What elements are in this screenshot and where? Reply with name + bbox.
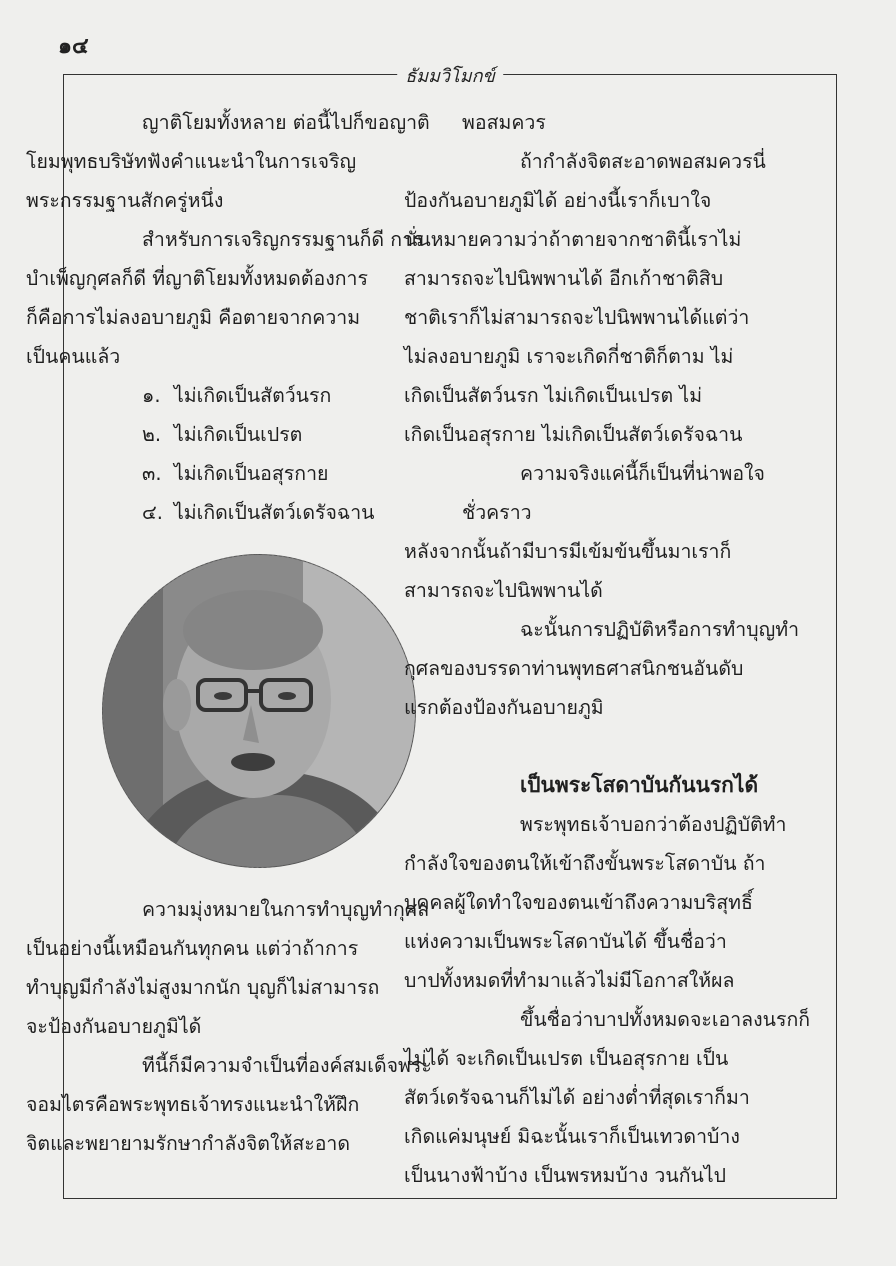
- list-item: ๒. ไม่เกิดเป็นเปรต: [142, 423, 303, 446]
- page-number: ๑๔: [58, 34, 89, 59]
- header-title: ธัมมวิโมกข์: [397, 61, 503, 90]
- monk-portrait-photo: [102, 554, 416, 868]
- paragraph: ฉะนั้นการปฏิบัติหรือการทำบุญทำ กุศลของบรรดาท่านพุทธศาสนิกชนอันดับ แรกต้องป้องกันอบายภูมิ: [404, 618, 800, 719]
- paragraph: ความมุ่งหมายในการทำบุญทำกุศล เป็นอย่างนี้เหมือนกันทุกคน แต่ว่าถ้าการ ทำบุญมีกำลังไม่สูงมากนัก บุญก็ไม่สามารถ จะป้องกันอบายภูมิได้: [26, 898, 430, 1038]
- paragraph: ทีนี้ก็มีความจำเป็นที่องค์สมเด็จพระ จอมไตรคือพระพุทธเจ้าทรงแนะนำให้ฝึก จิตและพยายามรักษากำลังจิตให้สะอาด: [26, 1054, 432, 1155]
- paragraph: ญาติโยมทั้งหลาย ต่อนี้ไปก็ขอญาติ โยมพุทธบริษัทฟังคำแนะนำในการเจริญ พระกรรมฐานสักครู่หนึ่ง: [26, 111, 430, 212]
- list-item: ๑. ไม่เกิดเป็นสัตว์นรก: [142, 384, 332, 407]
- paragraph: พอสมควร: [462, 111, 546, 134]
- portrait-illustration: [103, 555, 416, 868]
- list-item: ๓. ไม่เกิดเป็นอสุรกาย: [142, 462, 329, 485]
- numbered-list: [84, 376, 436, 532]
- paragraph: ขึ้นชื่อว่าบาปทั้งหมดจะเอาลงนรกก็ ไม่ได้ จะเกิดเป็นเปรต เป็นอสุรกาย เป็น สัตว์เดรัจฉานก็ไม่ได้ อย่างต่ำที่สุดเราก็มา เกิดแค่มนุษย์ มิฉะนั้นเราก็เป็นเทวดาบ้าง เป็นนางฟ้าบ้าง เป็นพรหมบ้าง วนกันไป: [404, 1008, 811, 1187]
- section-heading: เป็นพระโสดาบันกันนรกได้: [520, 773, 759, 797]
- paragraph: สำหรับการเจริญกรรมฐานก็ดี การ บำเพ็ญกุศลก็ดี ที่ญาติโยมทั้งหมดต้องการ ก็คือการไม่ลงอบายภูมิ คือตายจากความ เป็นคนแล้ว: [26, 228, 424, 368]
- paragraph: พระพุทธเจ้าบอกว่าต้องปฏิบัติทำ กำลังใจของตนให้เข้าถึงขั้นพระโสดาบัน ถ้า บุคคลผู้ใดทำใจของตนเข้าถึงความบริสุทธิ์ แห่งความเป็นพระโสดาบันได้ ขึ้นชื่อว่า บาปทั้งหมดที่ทำมาแล้วไม่มีโอกาสให้ผล: [404, 813, 787, 992]
- paragraph: ความจริงแค่นี้ก็เป็นที่น่าพอใจชั่วคราว หลังจากนั้นถ้ามีบารมีเข้มข้นขึ้นมาเราก็ สามารถจะไปนิพพานได้: [404, 462, 765, 602]
- right-column: [404, 103, 814, 1195]
- list-item: ๔. ไม่เกิดเป็นสัตว์เดรัจฉาน: [142, 501, 375, 524]
- paragraph: ถ้ากำลังจิตสะอาดพอสมควรนี่ ป้องกันอบายภูมิได้ อย่างนี้เราก็เบาใจ นั่นหมายความว่าถ้าตายจากชาตินี้เราไม่ สามารถจะไปนิพพานได้ อีกเก้าชาติสิบ ชาติเราก็ไม่สามารถจะไปนิพพานได้แต่ว่า ไม่ลงอบายภูมิ เราจะเกิดกี่ชาติก็ตาม ไม่ เกิดเป็นสัตว์นรก ไม่เกิดเป็นเปรต ไม่ เกิดเป็นอสุรกาย ไม่เกิดเป็นสัตว์เดรัจฉาน: [404, 150, 766, 446]
- left-column: [26, 103, 436, 1163]
- page-frame: [26, 66, 837, 1199]
